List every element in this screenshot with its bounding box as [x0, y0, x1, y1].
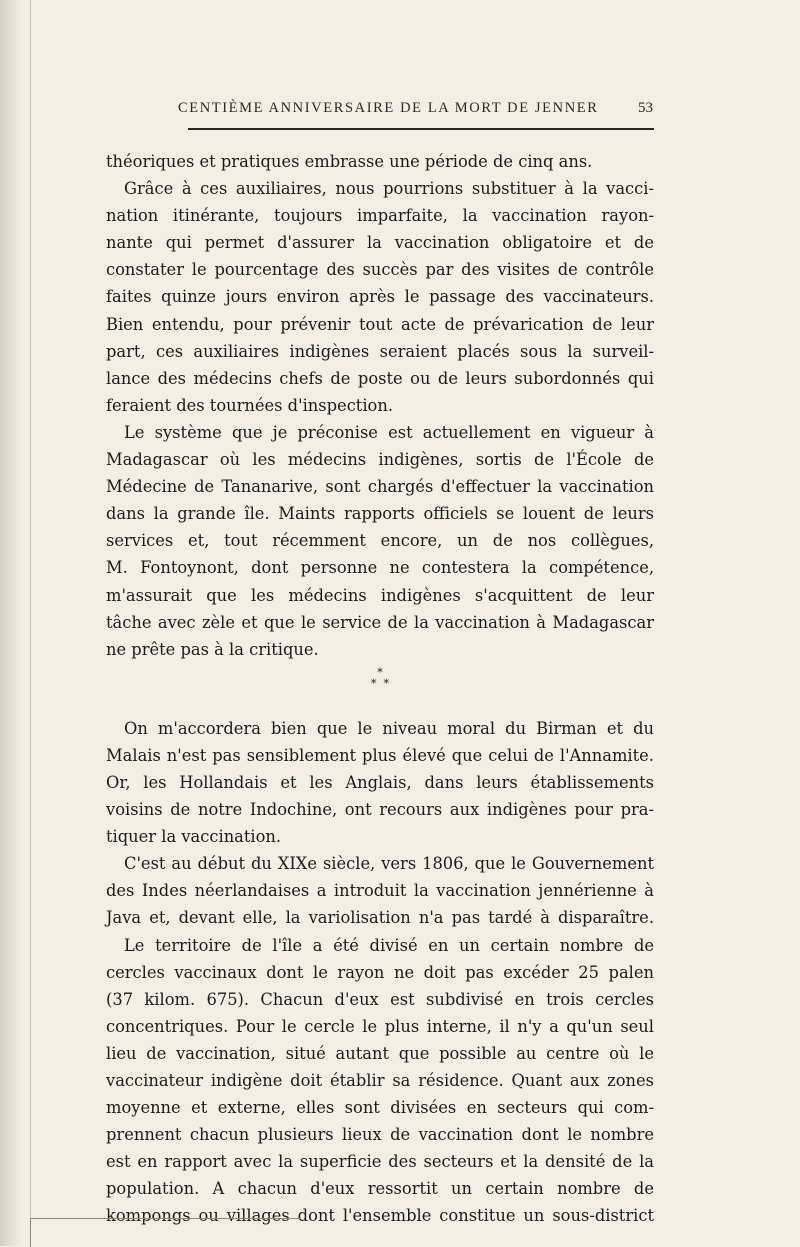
text-line: cercles vaccinaux dont le rayon ne doit pas excéder 25 palen — [106, 962, 654, 982]
text-line: faites quinze jours environ après le passage des vaccinateurs. — [106, 287, 654, 307]
paragraph-4 — [106, 715, 654, 850]
paragraph-1 — [106, 148, 654, 175]
text-line: prennent chacun plusieurs lieux de vaccination dont le nombre — [106, 1125, 654, 1145]
text-line: Madagascar où les médecins indigènes, sortis de l'École de — [106, 450, 654, 470]
asterism-star-pair: * * — [371, 676, 389, 690]
paragraph-5 — [106, 850, 654, 1229]
section-separator — [106, 663, 654, 715]
text-line: On m'accordera bien que le niveau moral du Birman et du — [124, 718, 654, 738]
text-line: tiquer la vaccination. — [106, 827, 282, 847]
text-line: vaccinateur indigène doit établir sa résidence. Quant aux zones — [106, 1071, 654, 1090]
text-line: Grâce à ces auxiliaires, nous pourrions substituer à la vacci- — [124, 179, 654, 199]
text-line: Le territoire de l'île a été divisé en un certain nombre de — [124, 935, 654, 955]
text-line: m'assurait que les médecins indigènes s'acquittent de leur — [106, 585, 654, 605]
text-line: voisins de notre Indochine, ont recours aux indigènes pour pra- — [106, 800, 654, 820]
text-line: Médecine de Tananarive, sont chargés d'effectuer la vaccination — [106, 477, 654, 497]
text-line: dans la grande île. Maints rapports officiels se louent de leurs — [106, 504, 654, 524]
text-line: kompongs ou villages dont l'ensemble constitue un sous-district — [106, 1206, 654, 1226]
text-line: tâche avec zèle et que le service de la vaccination à Madagascar — [106, 612, 654, 632]
text-line: moyenne et externe, elles sont divisées en secteurs qui com- — [106, 1098, 654, 1118]
asterism — [365, 667, 395, 697]
text-line: nante qui permet d'assurer la vaccination obligatoire et de — [106, 233, 654, 253]
header-rule — [188, 128, 654, 130]
text-line: concentriques. Pour le cercle le plus interne, il n'y a qu'un seul — [106, 1016, 654, 1036]
text-line: Le système que je préconise est actuellement en vigueur à — [124, 422, 654, 442]
text-line: lance des médecins chefs de poste ou de leurs subordonnés qui — [106, 368, 654, 388]
text-line: (37 kilom. 675). Chacun d'eux est subdivisé en trois cercles — [106, 989, 654, 1009]
text-line: théoriques et pratiques embrasse une période de cinq ans. — [106, 152, 593, 171]
text-line: constater le pourcentage des succès par des visites de contrôle — [106, 260, 654, 280]
running-head: CENTIÈME ANNIVERSAIRE DE LA MORT DE JENNER — [178, 100, 599, 116]
text-line: C'est au début du XIXe siècle, vers 1806, que le Gouvernement — [124, 854, 654, 874]
text-line: est en rapport avec la superficie des secteurs et la densité de la — [106, 1152, 654, 1172]
text-line: des Indes néerlandaises a introduit la vaccination jennérienne à — [106, 881, 654, 901]
text-line: M. Fontoynont, dont personne ne contestera la compétence, — [106, 558, 654, 578]
text-line: ne prête pas à la critique. — [106, 639, 319, 659]
text-line: population. A chacun d'eux ressortit un certain nombre de — [106, 1179, 654, 1199]
text-line: part, ces auxiliaires indigènes seraient placés sous la surveil- — [106, 341, 654, 361]
paragraph-3 — [106, 419, 654, 663]
text-line: Malais n'est pas sensiblement plus élevé que celui de l'Annamite. — [106, 745, 654, 765]
page-edge-line — [30, 0, 31, 1246]
text-line: Bien entendu, pour prévenir tout acte de prévarication de leur — [106, 314, 654, 334]
page-number: 53 — [638, 100, 653, 116]
body-text — [106, 148, 654, 1230]
text-line: services et, tout récemment encore, un de nos collègues, — [106, 531, 654, 551]
text-line: Java et, devant elle, la variolisation n'a pas tardé à disparaître. — [106, 908, 654, 928]
scan-frame-corner — [30, 1218, 301, 1247]
text-line: lieu de vaccination, situé autant que possible au centre où le — [106, 1043, 654, 1063]
asterism-star: * — [377, 665, 383, 679]
page-binding-edge — [0, 0, 22, 1246]
text-line: feraient des tournées d'inspection. — [106, 395, 394, 415]
text-line: nation itinérante, toujours imparfaite, la vaccination rayon- — [106, 206, 654, 226]
text-line: Or, les Hollandais et les Anglais, dans leurs établissements — [106, 772, 654, 792]
paragraph-2 — [106, 175, 654, 419]
